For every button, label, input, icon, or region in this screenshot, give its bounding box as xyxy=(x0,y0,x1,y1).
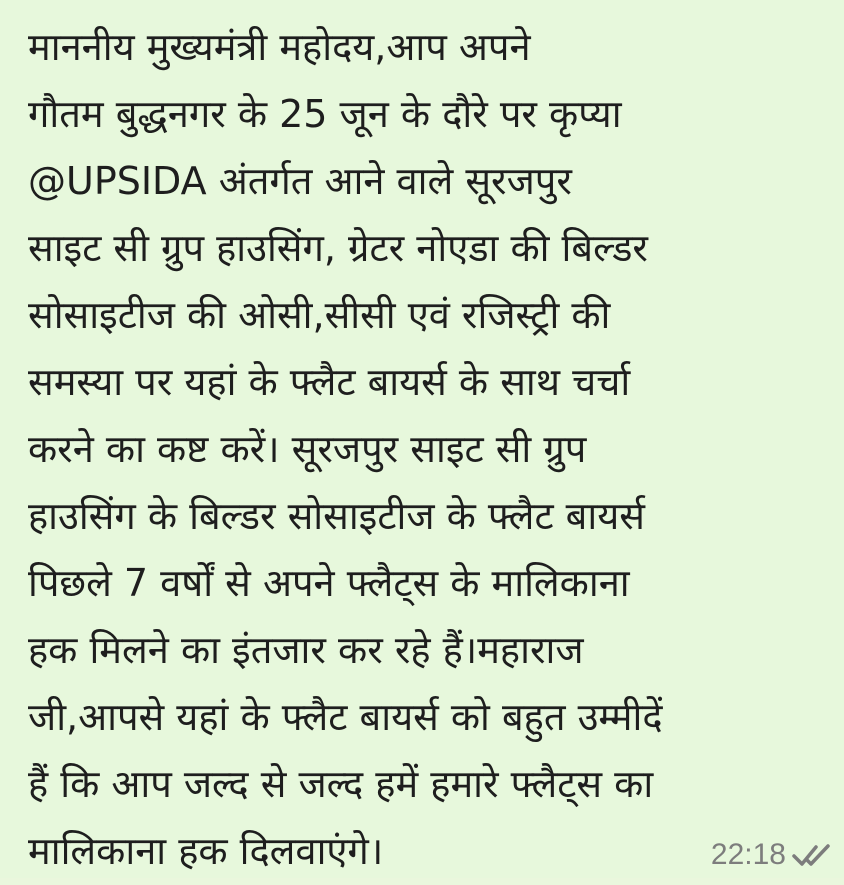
message-meta xyxy=(711,838,832,872)
message-time: 22:18 xyxy=(710,838,786,871)
message-line: सोसाइटीज की ओसी,सीसी एवं रजिस्ट्री की xyxy=(28,293,611,337)
message-line: पिछले 7 वर्षों से अपने फ्लैट्स के मालिकाना xyxy=(28,561,630,605)
message-line: करने का कष्ट करें। सूरजपुर साइट सी ग्रुप xyxy=(28,427,587,471)
message-line: साइट सी ग्रुप हाउसिंग, ग्रेटर नोएडा की बिल्डर xyxy=(28,226,648,270)
message-line: माननीय मुख्यमंत्री महोदय,आप अपने xyxy=(28,25,531,69)
message-line: समस्या पर यहां के फ्लैट बायर्स के साथ चर्चा xyxy=(28,360,631,404)
double-check-icon xyxy=(792,842,832,868)
message-line: हैं कि आप जल्द से जल्द हमें हमारे फ्लैट्स का xyxy=(28,762,654,806)
message-line: मालिकाना हक दिलवाएंगे। xyxy=(28,829,384,873)
message-line: हक मिलने का इंतजार कर रहे हैं।महाराज xyxy=(28,628,584,672)
message-text xyxy=(28,14,818,885)
message-line: गौतम बुद्धनगर के 25 जून के दौरे पर कृप्या xyxy=(28,92,622,136)
message-line: जी,आपसे यहां के फ्लैट बायर्स को बहुत उम्मीदें xyxy=(28,695,663,739)
message-line: @UPSIDA अंतर्गत आने वाले सूरजपुर xyxy=(28,159,572,203)
message-line: हाउसिंग के बिल्डर सोसाइटीज के फ्लैट बायर्स xyxy=(28,494,645,538)
